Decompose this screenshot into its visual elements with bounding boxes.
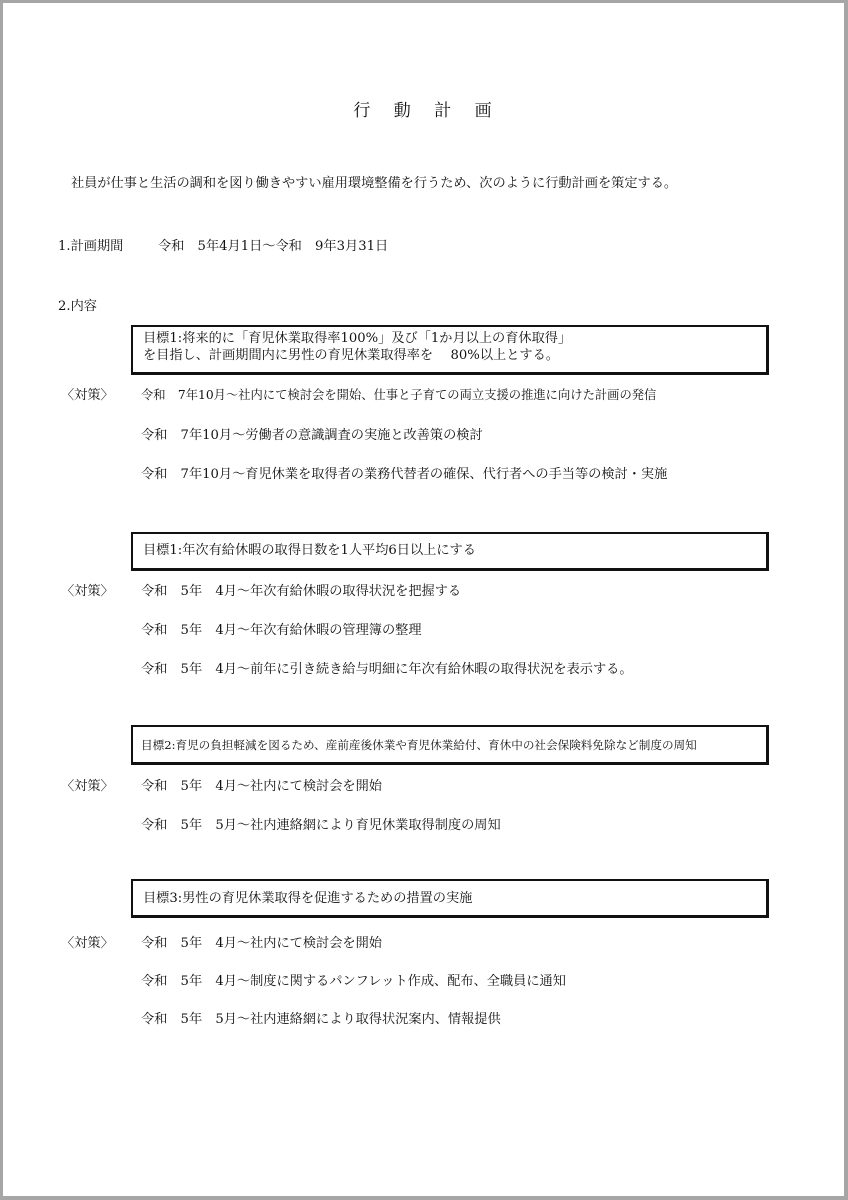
measure-label: 〈対策〉 (61, 779, 114, 794)
section1-label: 1.計画期間 (58, 239, 124, 254)
measure-label: 〈対策〉 (61, 584, 114, 599)
measure-label: 〈対策〉 (61, 936, 114, 951)
measure-item: 令和 5年 4月～制度に関するパンフレット作成、配布、全職員に通知 (141, 974, 566, 989)
goal-line: を目指し、計画期間内に男性の育児休業取得率を 80%以上とする。 (143, 348, 559, 363)
measure-item: 令和 5年 4月～年次有給休暇の管理簿の整理 (141, 623, 422, 638)
goal-box (131, 725, 769, 765)
intro-text: 社員が仕事と生活の調和を図り働きやすい雇用環境整備を行うため、次のように行動計画を策定する。 (71, 176, 678, 191)
measure-item: 令和 5年 4月～前年に引き続き給与明細に年次有給休暇の取得状況を表示する。 (141, 662, 633, 677)
goal-box (131, 879, 769, 918)
plan-period: 令和 5年4月1日～令和 9年3月31日 (158, 239, 389, 254)
measure-item: 令和 7年10月～育児休業を取得者の業務代替者の確保、代行者への手当等の検討・実施 (141, 467, 668, 482)
measure-label: 〈対策〉 (61, 388, 114, 403)
goal-box (131, 325, 769, 375)
measure-item: 令和 7年10月～労働者の意識調査の実施と改善策の検討 (141, 428, 483, 443)
measure-item: 令和 5年 4月～社内にて検討会を開始 (141, 936, 382, 951)
measure-item: 令和 7年10月～社内にて検討会を開始、仕事と子育ての両立支援の推進に向けた計画の発信 (141, 388, 657, 402)
goal-line: 目標3:男性の育児休業取得を促進するための措置の実施 (143, 891, 473, 906)
measure-item: 令和 5年 5月～社内連絡網により取得状況案内、情報提供 (141, 1012, 501, 1027)
measure-item: 令和 5年 5月～社内連絡網により育児休業取得制度の周知 (141, 818, 501, 833)
measure-item: 令和 5年 4月～社内にて検討会を開始 (141, 779, 382, 794)
goal-line: 目標1:年次有給休暇の取得日数を1人平均6日以上にする (143, 543, 476, 558)
section2-label: 2.内容 (58, 299, 97, 314)
page-title: 行 動 計 画 (353, 101, 501, 121)
goal-line: 目標1:将来的に「育児休業取得率100%」及び「1か月以上の育休取得」 (143, 331, 572, 346)
measure-item: 令和 5年 4月～年次有給休暇の取得状況を把握する (141, 584, 462, 599)
goal-line: 目標2:育児の負担軽減を図るため、産前産後休業や育児休業給付、育休中の社会保険料免除など制度の周知 (141, 738, 697, 752)
goal-box (131, 532, 769, 571)
